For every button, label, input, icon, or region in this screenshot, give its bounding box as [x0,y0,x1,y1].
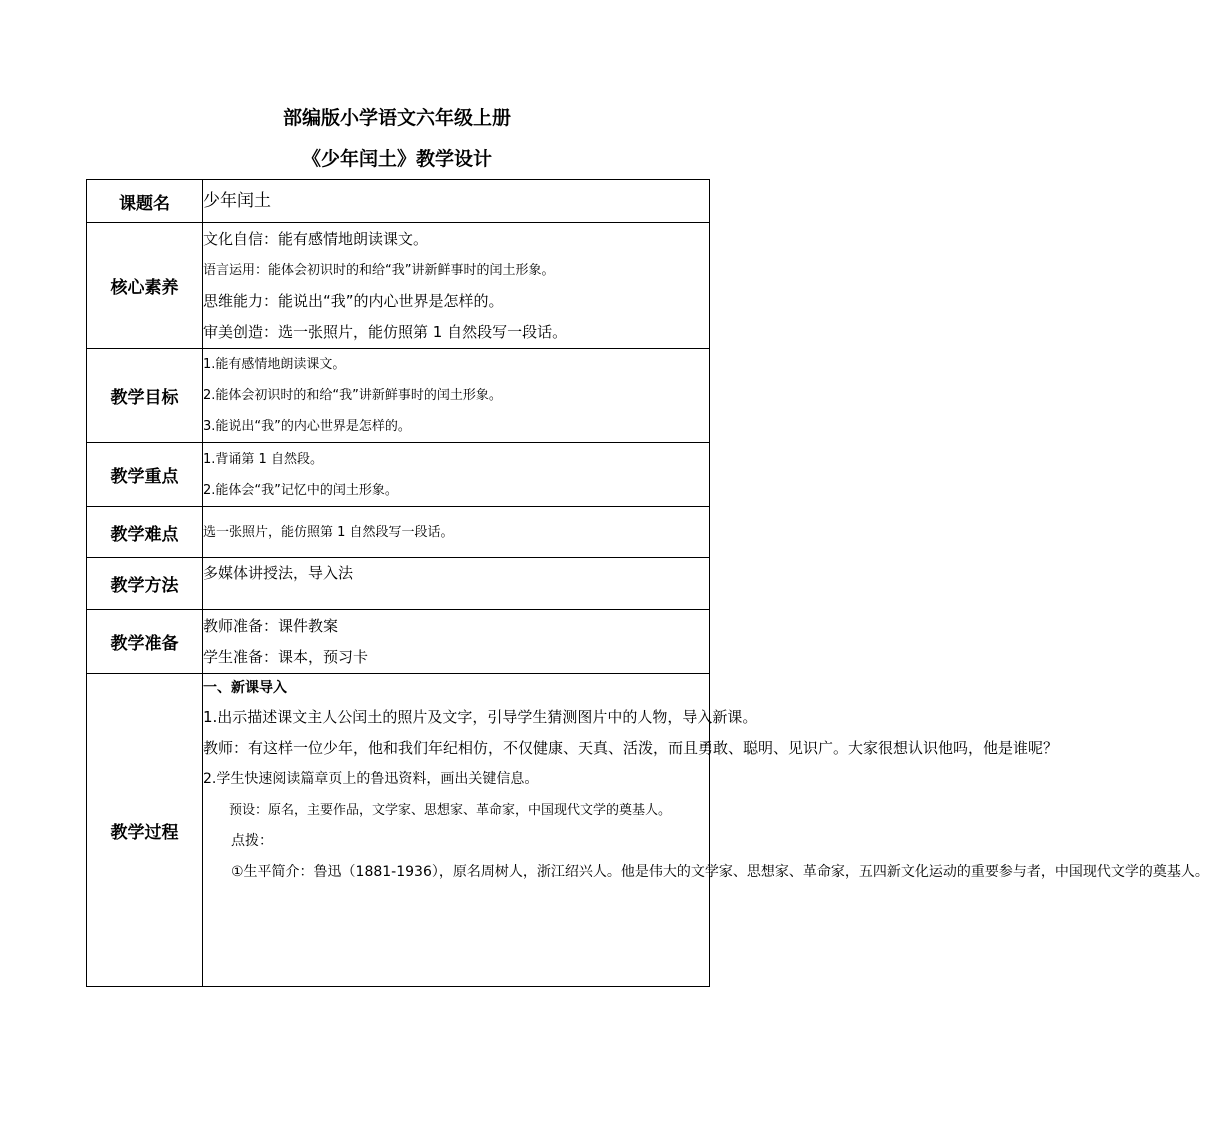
difficulty-line: 选一张照片，能仿照第 1 自然段写一段话。 [203,524,454,540]
table-row-method [87,558,710,610]
table-row-topic [87,180,710,223]
prep-line: 教师准备：课件教案 [203,616,339,635]
core-line: 思维能力：能说出“我”的内心世界是怎样的。 [203,291,504,310]
keypoint-line: 2.能体会“我”记忆中的闰土形象。 [203,482,398,498]
row-label-topic: 课题名 [87,180,203,223]
process-paragraph: 2.学生快速阅读篇章页上的鲁迅资料，画出关键信息。 [203,771,539,787]
core-line: 审美创造：选一张照片，能仿照第 1 自然段写一段话。 [203,322,568,341]
document-subtitle: 《少年闰土》教学设计 [301,148,492,170]
core-content [203,223,710,349]
keypoints-content [203,443,710,507]
row-label-process: 教学过程 [87,674,203,987]
row-label-method: 教学方法 [87,558,203,610]
goal-line: 1.能有感情地朗读课文。 [203,357,346,372]
row-label-difficulty: 教学难点 [87,507,203,558]
prep-line: 学生准备：课本，预习卡 [203,647,369,666]
goal-line: 3.能说出“我”的内心世界是怎样的。 [203,419,411,434]
table-row-process [87,674,710,987]
row-label-core: 核心素养 [87,223,203,349]
method-line: 多媒体讲授法，导入法 [203,564,354,582]
table-row-keypoints [87,443,710,507]
process-paragraph: 预设：原名，主要作品，文学家、思想家、革命家，中国现代文学的奠基人。 [229,803,672,818]
core-line: 语言运用：能体会初识时的和给“我”讲新鲜事时的闰土形象。 [203,262,555,278]
prep-content [203,610,710,674]
topic-text: 少年闰土 [203,190,271,211]
lesson-plan-table [86,179,1209,987]
process-paragraph: 1.出示描述课文主人公闰土的照片及文字，引导学生猜测图片中的人物，导入新课。 [203,708,758,726]
row-label-keypoints: 教学重点 [87,443,203,507]
topic-value [203,180,710,223]
table-row-difficulty [87,507,710,558]
process-paragraph: ①生平简介：鲁迅（1881-1936），原名周树人，浙江绍兴人。他是伟大的文学家、思想家、革命家，五四新文化运动的重要参与者，中国现代文学的奠基人。 [231,864,1209,880]
difficulty-content [203,507,710,558]
document-title: 部编版小学语文六年级上册 [282,107,511,129]
process-heading: 一、新课导入 [203,680,287,696]
table-row-prep [87,610,710,674]
core-line: 文化自信：能有感情地朗读课文。 [203,229,429,248]
table-row-goals [87,349,710,443]
row-label-goals: 教学目标 [87,349,203,443]
goals-content [203,349,710,443]
row-label-prep: 教学准备 [87,610,203,674]
method-content [203,558,710,610]
table-row-core [87,223,710,349]
process-paragraph: 点拨： [231,833,273,849]
process-paragraph: 教师：有这样一位少年，他和我们年纪相仿，不仅健康、天真、活泼，而且勇敢、聪明、见识广。大家很想认识他吗，他是谁呢？ [203,739,1059,757]
goal-line: 2.能体会初识时的和给“我”讲新鲜事时的闰土形象。 [203,388,502,403]
process-content [203,674,1209,987]
keypoint-line: 1.背诵第 1 自然段。 [203,451,323,467]
